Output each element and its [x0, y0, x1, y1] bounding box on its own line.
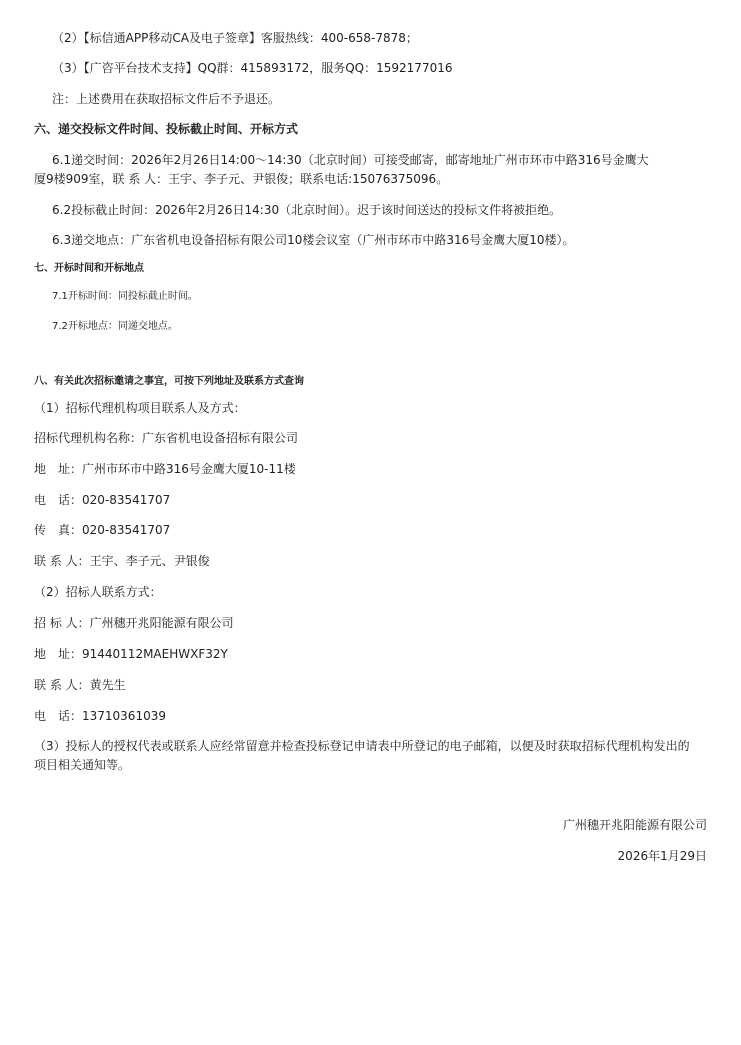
fee-item-3: （3）【广咨平台技术支持】QQ群：415893172，服务QQ：1592177016 — [52, 61, 453, 75]
agent-name: 招标代理机构名称：广东省机电设备招标有限公司 — [34, 431, 299, 445]
agent-contacts: 联 系 人：王宇、李子元、尹银俊 — [34, 554, 210, 568]
footer-company: 广州穗开兆阳能源有限公司 — [562, 818, 707, 832]
tenderer-contact: 联 系 人：黄先生 — [34, 678, 126, 692]
footer-date: 2026年1月29日 — [617, 849, 707, 863]
tenderer-address: 地 址：91440112MAEHWXF32Y — [34, 647, 228, 661]
section-8-heading: 八、有关此次招标邀请之事宜，可按下列地址及联系方式查询 — [34, 376, 304, 387]
section-6-2: 6.2投标截止时间：2026年2月26日14:30（北京时间）。迟于该时间送达的投标文件将被拒绝。 — [52, 203, 562, 217]
fee-item-2: （2）【标信通APP移动CA及电子签章】客服热线：400-658-7878； — [52, 31, 418, 45]
section-7-heading: 七、开标时间和开标地点 — [34, 263, 144, 274]
tenderer-name: 招 标 人：广州穗开兆阳能源有限公司 — [34, 616, 234, 630]
section-6-1-line-1: 6.1递交时间：2026年2月26日14:00～14:30（北京时间）可接受邮寄，邮寄地址广州市环市中路316号金鹰大 — [52, 153, 649, 167]
section-7-1: 7.1开标时间：同投标截止时间。 — [52, 291, 198, 302]
section-6-1-line-2: 厦9楼909室，联 系 人：王宇、李子元、尹银俊；联系电话:15076375096。 — [34, 172, 449, 186]
tenderer-phone: 电 话：13710361039 — [34, 709, 166, 723]
agent-fax: 传 真：020-83541707 — [34, 523, 171, 537]
section-7-2: 7.2开标地点：同递交地点。 — [52, 321, 178, 332]
fee-note: 注：上述费用在获取招标文件后不予退还。 — [52, 92, 281, 106]
tenderer-contact-title: （2）招标人联系方式： — [34, 585, 162, 599]
section-6-heading: 六、递交投标文件时间、投标截止时间、开标方式 — [34, 122, 299, 136]
notice-line-2: 项目相关通知等。 — [34, 758, 131, 772]
agent-contact-title: （1）招标代理机构项目联系人及方式： — [34, 401, 246, 415]
section-6-3: 6.3递交地点：广东省机电设备招标有限公司10楼会议室（广州市环市中路316号金鹰大厦10楼）。 — [52, 233, 575, 247]
notice-line-1: （3）投标人的授权代表或联系人应经常留意并检查投标登记申请表中所登记的电子邮箱，以便及时获取招标代理机构发出的 — [34, 739, 690, 753]
agent-address: 地 址：广州市环市中路316号金鹰大厦10-11楼 — [34, 462, 296, 476]
agent-phone: 电 话：020-83541707 — [34, 493, 171, 507]
